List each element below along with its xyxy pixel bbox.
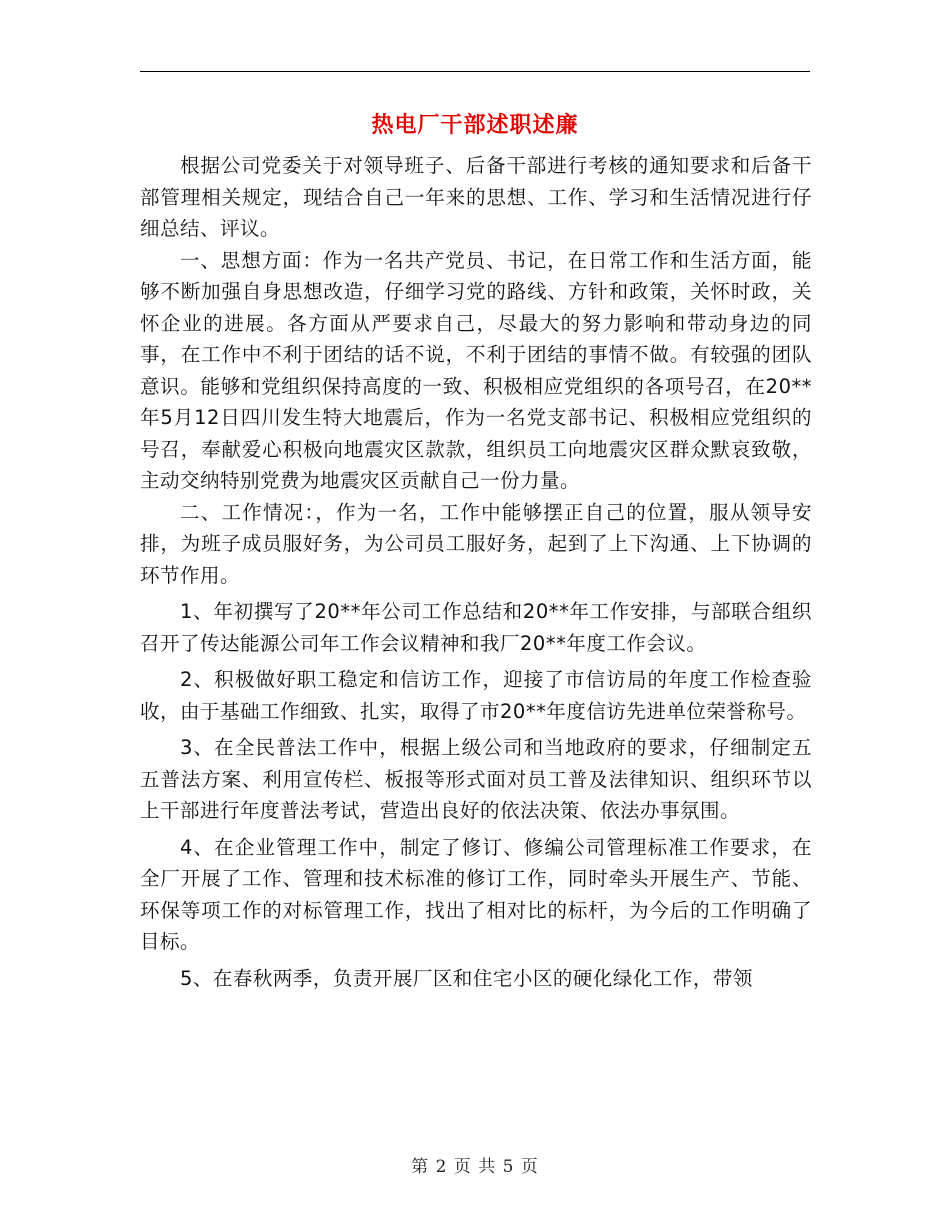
paragraph-item-4: 4、在企业管理工作中，制定了修订、修编公司管理标准工作要求，在全厂开展了工作、管理和技术标准的修订工作，同时牵头开展生产、节能、环保等项工作的对标管理工作，找出了相对比的标杆，为今后的工作明确了目标。 — [140, 835, 812, 953]
header-rule — [140, 71, 810, 72]
paragraph-thinking: 一、思想方面：作为一名共产党员、书记，在日常工作和生活方面，能够不断加强自身思想改造，仔细学习党的路线、方针和政策，关怀时政，关怀企业的进展。各方面从严要求自己，尽最大的努力影响和带动身边的同事，在工作中不利于团结的话不说，不利于团结的事情不做。有较强的团队意识。能够和党组织保持高度的一致、积极相应党组织的各项号召，在20**年5月12日四川发生特大地震后，作为一名党支部书记、积极相应党组织的号召，奉献爱心积极向地震灾区款款，组织员工向地震灾区群众默哀致敬，主动交纳特别党费为地震灾区贡献自己一份力量。 — [140, 248, 812, 492]
paragraph-item-3: 3、在全民普法工作中，根据上级公司和当地政府的要求，仔细制定五五普法方案、利用宣传栏、板报等形式面对员工普及法律知识、组织环节以上干部进行年度普法考试，营造出良好的依法决策、依法办事氛围。 — [140, 736, 812, 822]
document-title: 热电厂干部述职述廉 — [371, 112, 579, 138]
page-number-footer: 第 2 页 共 5 页 — [411, 1157, 539, 1177]
paragraph-item-2: 2、积极做好职工稳定和信访工作，迎接了市信访局的年度工作检查验收，由于基础工作细致、扎实，取得了市20**年度信访先进单位荣誉称号。 — [140, 668, 812, 723]
paragraph-intro: 根据公司党委关于对领导班子、后备干部进行考核的通知要求和后备干部管理相关规定，现结合自己一年来的思想、工作、学习和生活情况进行仔细总结、评议。 — [140, 154, 812, 240]
paragraph-item-5: 5、在春秋两季，负责开展厂区和住宅小区的硬化绿化工作，带领 — [180, 966, 753, 990]
document-body — [140, 150, 812, 994]
paragraph-work-overview: 二、工作情况：，作为一名，工作中能够摆正自己的位置，服从领导安排，为班子成员服好务，为公司员工服好务，起到了上下沟通、上下协调的环节作用。 — [140, 500, 812, 587]
paragraph-item-1: 1、年初撰写了20**年公司工作总结和20**年工作安排，与部联合组织召开了传达能源公司年工作会议精神和我厂20**年度工作会议。 — [140, 600, 812, 655]
